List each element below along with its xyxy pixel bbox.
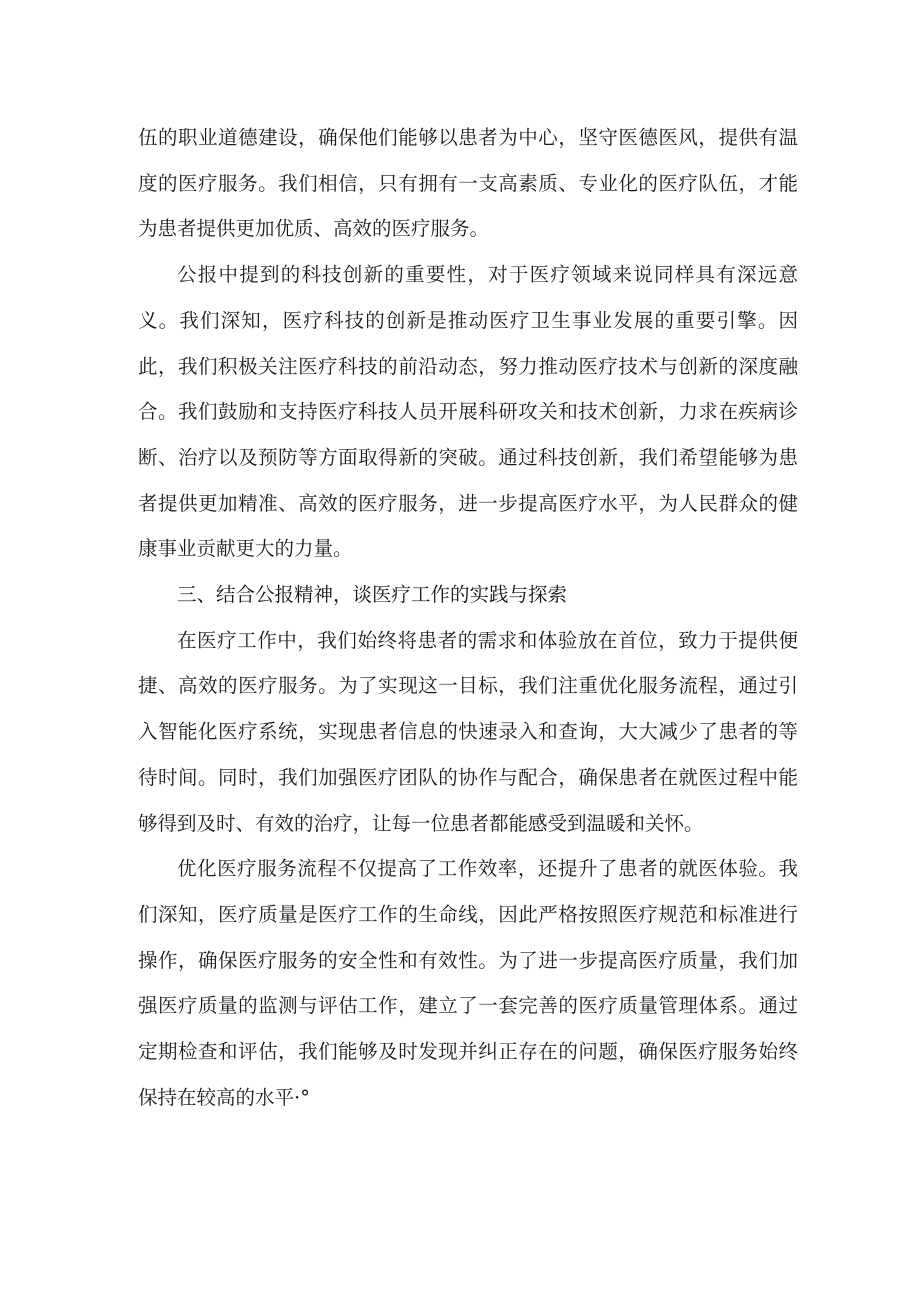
document-body bbox=[138, 115, 798, 1120]
paragraph-continued: 伍的职业道德建设，确保他们能够以患者为中心，坚守医德医风，提供有温度的医疗服务。我们相信，只有拥有一支高素质、专业化的医疗队伍，才能为患者提供更加优质、高效的医疗服务。 bbox=[138, 126, 798, 241]
paragraph-tech-innovation: 公报中提到的科技创新的重要性，对于医疗领域来说同样具有深远意义。我们深知，医疗科技的创新是推动医疗卫生事业发展的重要引擎。因此，我们积极关注医疗科技的前沿动态，努力推动医疗技术与创新的深度融合。我们鼓励和支持医疗科技人员开展科研攻关和技术创新，力求在疾病诊断、治疗以及预防等方面取得新的突破。通过科技创新，我们希望能够为患者提供更加精准、高效的医疗服务，进一步提高医疗水平，为人民群众的健康事业贡献更大的力量。 bbox=[138, 263, 798, 561]
paragraph-quality: 优化医疗服务流程不仅提高了工作效率，还提升了患者的就医体验。我们深知，医疗质量是医疗工作的生命线，因此严格按照医疗规范和标准进行操作，确保医疗服务的安全性和有效性。为了进一步提高医疗质量，我们加强医疗质量的监测与评估工作，建立了一套完善的医疗质量管理体系。通过定期检查和评估，我们能够及时发现并纠正存在的问题，确保医疗服务始终保持在较高的水平·° bbox=[138, 857, 798, 1109]
section-heading: 三、结合公报精神，谈医疗工作的实践与探索 bbox=[177, 583, 568, 607]
paragraph-practice: 在医疗工作中，我们始终将患者的需求和体验放在首位，致力于提供便捷、高效的医疗服务。为了实现这一目标，我们注重优化服务流程，通过引入智能化医疗系统，实现患者信息的快速录入和查询，大大减少了患者的等待时间。同时，我们加强医疗团队的协作与配合，确保患者在就医过程中能够得到及时、有效的治疗，让每一位患者都能感受到温暖和关怀。 bbox=[138, 628, 798, 835]
